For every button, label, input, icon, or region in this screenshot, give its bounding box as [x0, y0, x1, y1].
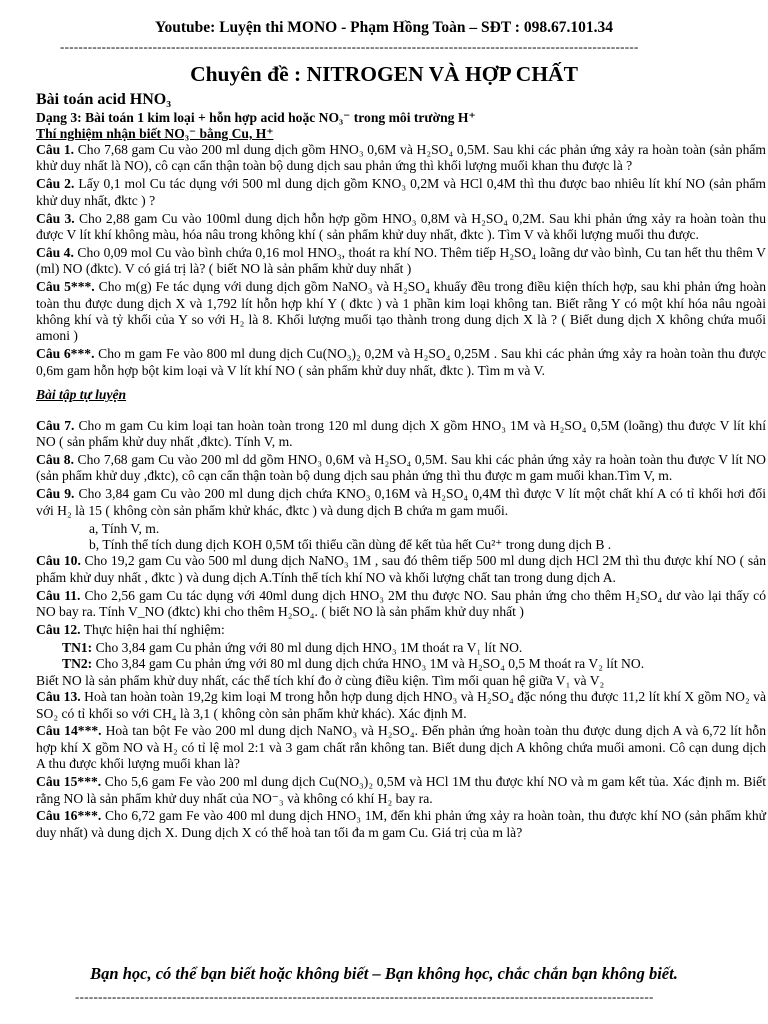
experiment-heading: Thí nghiệm nhận biết NO₃⁻ bằng Cu, H⁺ — [36, 126, 274, 141]
question-part: b, Tính thể tích dung dịch KOH 0,5M tối thiểu cần dùng để kết tủa hết Cu²⁺ trong dung dịch B . — [89, 536, 612, 552]
question-item: Câu 3. Cho 2,88 gam Cu vào 100ml dung dịch hỗn hợp gồm HNO₃ 0,8M và H₂SO₄ 0,2M. Sau khi phản ứng xảy ra hoàn toàn thu được V lít khí không màu, hóa nâu trong không khí ( sản phẩm khử duy nhất, đktc ). Tìm V và khối lượng muối thu được. — [36, 210, 766, 243]
document-title: Chuyên đề : NITROGEN VÀ HỢP CHẤT — [190, 62, 578, 86]
document-body — [36, 90, 766, 843]
question-item: Câu 15***. Cho 5,6 gam Fe vào 200 ml dung dịch Cu(NO₃)₂ 0,5M và HCl 1M thu được khí NO và m gam kết tủa. Xác định m. Biết rằng NO là sản phẩm khử duy nhất của NO⁻₃ và không có khí H₂ bay ra. — [36, 774, 766, 806]
question-note: Biết NO là sản phẩm khử duy nhất, các thể tích khí đo ở cùng điều kiện. Tìm mối quan hệ giữa V₁ và V₂ — [36, 672, 605, 688]
self-practice-heading: Bài tập tự luyện — [36, 387, 127, 403]
header-divider: ----------------------------------------------------------------------------------------------------------------------------- — [60, 40, 639, 54]
footer-divider: ----------------------------------------------------------------------------------------------------------------------------- — [75, 990, 654, 1004]
experiment-line: TN1: Cho 3,84 gam Cu phản ứng với 80 ml dung dịch HNO₃ 1M thoát ra V₁ lít NO. — [62, 639, 523, 655]
section-heading: Bài toán acid HNO₃ — [36, 91, 172, 108]
footer-quote: Bạn học, có thể bạn biết hoặc không biết – Bạn không học, chắc chắn bạn không biết. — [90, 964, 678, 983]
question-item: Câu 10. Cho 19,2 gam Cu vào 500 ml dung dịch NaNO₃ 1M , sau đó thêm tiếp 500 ml dung dịch HCl 2M thì thu được khí NO ( sản phẩm khử duy nhất , đktc ) và dung dịch A.Tính thể tích khí NO và khối lượng chất tan trong dung dịch A. — [36, 553, 766, 585]
experiment-line: TN2: Cho 3,84 gam Cu phản ứng với 80 ml dung dịch chứa HNO₃ 1M và H₂SO₄ 0,5 M thoát ra V₂ lít NO. — [62, 656, 645, 672]
question-item: Câu 6***. Cho m gam Fe vào 800 ml dung dịch Cu(NO₃)₂ 0,2M và H₂SO₄ 0,25M . Sau khi các phản ứng xảy ra hoàn toàn thu được 0,6m gam hỗn hợp bột kim loại và V lít khí NO ( sản phẩm khử duy nhất, đktc ). Tìm m và V. — [36, 346, 766, 378]
subsection-heading: Dạng 3: Bài toán 1 kim loại + hỗn hợp acid hoặc NO₃⁻ trong môi trường H⁺ — [36, 110, 476, 125]
question-list — [36, 142, 766, 379]
question-item: Câu 1. Cho 7,68 gam Cu vào 200 ml dung dịch gồm HNO₃ 0,6M và H₂SO₄ 0,5M. Sau khi các phản ứng xảy ra hoàn toàn (sản phẩm khử duy nhất là NO), cô cạn cẩn thận toàn bộ dung dịch sau phản ứng thì khối lượng muối khan thu được là ? — [36, 142, 766, 174]
question-item: Câu 12. Thực hiện hai thí nghiệm: — [36, 621, 225, 637]
question-item: Câu 8. Cho 7,68 gam Cu vào 200 ml dd gồm HNO₃ 0,6M và H₂SO₄ 0,5M. Sau khi các phản ứng xảy ra hoàn toàn thu được V lít NO (sản phẩm khử duy ,đktc), cô cạn cẩn thận toàn bộ dung dịch sau phản ứng thì thu được m gam muối khan.Tìm V, m. — [36, 451, 766, 484]
question-part: a, Tính V, m. — [89, 520, 160, 536]
question-item: Câu 14***. Hoà tan bột Fe vào 200 ml dung dịch NaNO₃ và H₂SO₄. Đến phản ứng hoàn toàn thu được dung dịch A và 6,72 lít hỗn hợp khí X gồm NO và H₂ có tỉ lệ mol 2:1 và 3 gam chất rắn không tan. Biết dung dịch A không chứa muối amoni. Cô cạn dung dịch A thu được khối lượng muối khan là? — [36, 723, 766, 772]
question-item: Câu 9. Cho 3,84 gam Cu vào 200 ml dung dịch chứa KNO₃ 0,16M và H₂SO₄ 0,4M thì được V lít một chất khí A có tỉ khối hơi đối với H₂ là 15 ( không còn sản phẩm khử khác, đktc ) và dung dịch B chứa m gam muối. — [36, 486, 766, 518]
page-header: Youtube: Luyện thi MONO - Phạm Hồng Toàn – SĐT : 098.67.101.34 — [155, 19, 613, 36]
question-item: Câu 2. Lấy 0,1 mol Cu tác dụng với 500 ml dung dịch gồm KNO₃ 0,2M và HCl 0,4M thì thu được bao nhiêu lít khí NO (sản phẩm khử duy nhất, đktc ) ? — [36, 176, 766, 208]
practice-list — [36, 418, 766, 842]
question-item: Câu 16***. Cho 6,72 gam Fe vào 400 ml dung dịch HNO₃ 1M, đến khi phản ứng xảy ra hoàn toàn, thu được khí NO (sản phẩm khử duy nhất) và dung dịch X. Dung dịch X có thể hoà tan tối đa m gam Cu. Giá trị của m là? — [36, 808, 766, 840]
question-item: Câu 5***. Cho m(g) Fe tác dụng với dung dịch gồm NaNO₃ và H₂SO₄ khuấy đều trong điều kiện thích hợp, sau khi phản ứng hoàn toàn thu được dung dịch X và 1,792 lít hỗn hợp khí Y ( đktc ) và 1 phần kim loại không tan. Biết rằng Y có một khí hóa nâu ngoài không khí và tỷ khối của Y so với H₂ là 8. Khối lượng muối tạo thành trong dung dịch X là ? ( Biết dung dịch X không chứa muối amoni ) — [36, 279, 766, 344]
question-item: Câu 13. Hoà tan hoàn toàn 19,2g kim loại M trong hỗn hợp dung dịch HNO₃ và H₂SO₄ đặc nóng thu được 11,2 lít khí X gồm NO₂ và SO₂ có tỉ khối so với CH₄ là 3,1 ( không còn sản phẩm khử khác). Xác định M. — [36, 689, 766, 721]
question-item: Câu 4. Cho 0,09 mol Cu vào bình chứa 0,16 mol HNO₃, thoát ra khí NO. Thêm tiếp H₂SO₄ loãng dư vào bình, Cu tan hết thu thêm V (ml) NO (đktc). V có giá trị là? ( biết NO là sản phẩm khử duy nhất ) — [36, 244, 766, 277]
question-item: Câu 11. Cho 2,56 gam Cu tác dụng với 40ml dung dịch HNO₃ 2M thu được NO. Sau phản ứng cho thêm H₂SO₄ dư vào lại thấy có NO bay ra. Tính V_NO (đktc) khi cho thêm H₂SO₄. ( biết NO là sản phẩm khử duy nhất ) — [36, 587, 766, 620]
question-item: Câu 7. Cho m gam Cu kim loại tan hoàn toàn trong 120 ml dung dịch X gồm HNO₃ 1M và H₂SO₄ 0,5M (loãng) thu được V lít khí NO ( sản phẩm khử duy nhất ,đktc). Tính V, m. — [36, 417, 766, 449]
